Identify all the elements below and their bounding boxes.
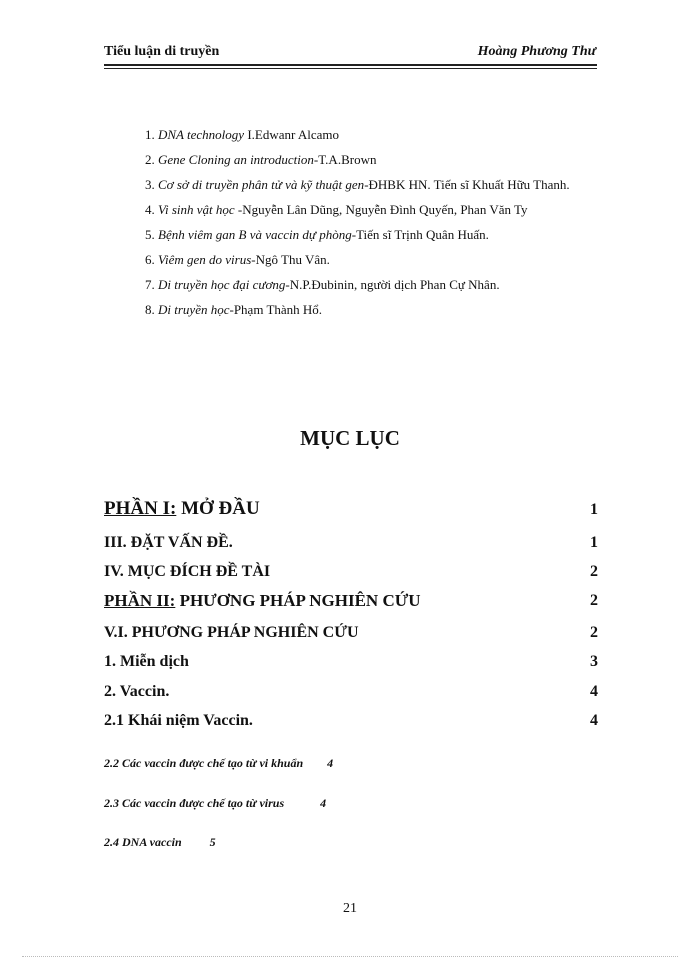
toc-sub-entry-label: 2.3 Các vaccin được chế tạo từ virus bbox=[104, 796, 285, 810]
toc-entry-label: 2. Vaccin. bbox=[104, 683, 170, 700]
toc-entry bbox=[104, 712, 598, 730]
toc-sub-page-number: 5 bbox=[209, 835, 216, 849]
toc-entry-label: IV. MỤC ĐÍCH ĐỀ TÀI bbox=[104, 563, 271, 580]
reference-author: -Phạm Thành Hổ. bbox=[229, 302, 323, 317]
toc-sub-entry bbox=[104, 835, 216, 850]
header-rule-thin bbox=[104, 68, 597, 69]
toc-page-number: 4 bbox=[590, 712, 598, 729]
reference-author: -Tiến sĩ Trịnh Quân Huấn. bbox=[351, 227, 489, 242]
toc-entry bbox=[104, 563, 598, 581]
reference-title: Vi sinh vật học bbox=[158, 202, 235, 217]
toc-part-prefix: PHẦN II: bbox=[104, 591, 176, 610]
toc-sub-entry-label: 2.2 Các vaccin được chế tạo từ vi khuẩn bbox=[104, 756, 304, 770]
toc-entry-label: 2.1 Khái niệm Vaccin. bbox=[104, 712, 253, 729]
toc-title: MỤC LỤC bbox=[300, 426, 400, 450]
toc-sub-entry-label: 2.4 DNA vaccin bbox=[104, 835, 182, 849]
reference-author: -Nguyễn Lân Dũng, Nguyễn Đình Quyến, Phan Văn Ty bbox=[234, 202, 528, 217]
reference-author: -N.P.Đubinin, người dịch Phan Cự Nhân. bbox=[285, 277, 500, 292]
toc-sub-entry bbox=[104, 756, 333, 771]
toc-entry-label: III. ĐẶT VẤN ĐỀ. bbox=[104, 534, 233, 551]
header-left-title: Tiểu luận di truyền bbox=[104, 44, 220, 59]
toc-entry bbox=[104, 653, 598, 671]
toc-sub-page-number: 4 bbox=[320, 796, 327, 810]
toc-entry bbox=[104, 683, 598, 701]
page-header bbox=[104, 44, 596, 64]
toc-page-number: 2 bbox=[590, 592, 598, 609]
header-rule-thick bbox=[104, 64, 597, 66]
toc-entry-label: PHƯƠNG PHÁP NGHIÊN CỨU bbox=[175, 591, 421, 610]
reference-author: -ĐHBK HN. Tiến sĩ Khuất Hữu Thanh. bbox=[364, 177, 570, 192]
reference-number: 6. bbox=[145, 252, 155, 267]
toc-entry-label: V.I. PHƯƠNG PHÁP NGHIÊN CỨU bbox=[104, 624, 359, 641]
reference-number: 7. bbox=[145, 277, 155, 292]
toc-entry bbox=[104, 591, 598, 611]
toc-page-number: 3 bbox=[590, 653, 598, 670]
header-author: Hoàng Phương Thư bbox=[477, 44, 596, 59]
reference-number: 4. bbox=[145, 202, 155, 217]
reference-number: 8. bbox=[145, 302, 155, 317]
reference-title: Gene Cloning an introduction bbox=[158, 152, 314, 167]
reference-title: Cơ sở di truyền phân tử và kỹ thuật gen bbox=[158, 177, 365, 192]
toc-page-number: 1 bbox=[590, 501, 598, 518]
reference-number: 3. bbox=[145, 177, 155, 192]
reference-author: I.Edwanr Alcamo bbox=[244, 127, 340, 142]
toc-sub-page-number: 4 bbox=[327, 756, 334, 770]
toc-entry bbox=[104, 624, 598, 642]
toc-sub-entry bbox=[104, 796, 326, 811]
reference-number: 1. bbox=[145, 127, 155, 142]
toc-entry bbox=[104, 498, 598, 520]
reference-title: Di truyền học đại cương bbox=[158, 277, 286, 292]
reference-title: DNA technology bbox=[158, 127, 245, 142]
reference-title: Bệnh viêm gan B và vaccin dự phòng bbox=[158, 227, 352, 242]
reference-title: Di truyền học bbox=[158, 302, 230, 317]
toc-entry-label: 1. Miễn dịch bbox=[104, 653, 189, 670]
reference-number: 5. bbox=[145, 227, 155, 242]
toc-part-prefix: PHẦN I: bbox=[104, 498, 177, 519]
page-bottom-border bbox=[22, 956, 678, 957]
reference-number: 2. bbox=[145, 152, 155, 167]
toc-page-number: 2 bbox=[590, 624, 598, 641]
toc-entry bbox=[104, 534, 598, 552]
toc-entry-label: MỞ ĐẦU bbox=[176, 498, 260, 519]
toc-page-number: 1 bbox=[590, 534, 598, 551]
toc-page-number: 2 bbox=[590, 563, 598, 580]
reference-author: -Ngô Thu Vân. bbox=[251, 252, 330, 267]
reference-title: Viêm gen do virus bbox=[158, 252, 252, 267]
toc-page-number: 4 bbox=[590, 683, 598, 700]
reference-author: -T.A.Brown bbox=[313, 152, 377, 167]
page-number: 21 bbox=[343, 901, 357, 916]
